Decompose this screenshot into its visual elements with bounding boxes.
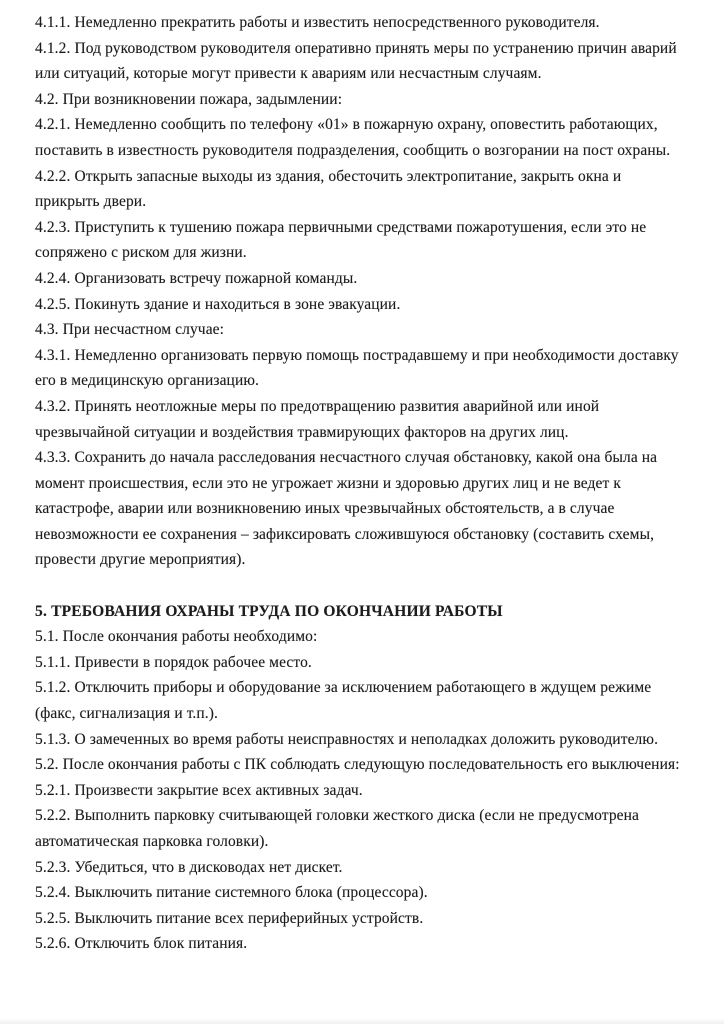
paragraph-5-1: 5.1. После окончания работы необходимо: [35, 628, 318, 646]
paragraph-5-2-1: 5.2.1. Произвести закрытие всех активных задач. [35, 781, 363, 799]
paragraph-5-2-4: 5.2.4. Выключить питание системного блока (процессора). [35, 884, 428, 902]
paragraph-4-1-1: 4.1.1. Немедленно прекратить работы и известить непосредственного руководителя. [35, 14, 600, 31]
paragraph-4-2-3: 4.2.3. Приступить к тушению пожара первичными средствами пожаротушения, если это не сопряжено с риском для жизни. [35, 218, 647, 262]
section-5-heading: 5. ТРЕБОВАНИЯ ОХРАНЫ ТРУДА ПО ОКОНЧАНИИ РАБОТЫ [35, 602, 503, 620]
paragraph-4-2-2: 4.2.2. Открыть запасные выходы из здания, обесточить электропитание, закрыть окна и прикрыть двери. [35, 167, 622, 211]
paragraph-4-2-5: 4.2.5. Покинуть здание и находиться в зоне эвакуации. [35, 295, 401, 313]
paragraph-5-1-1: 5.1.1. Привести в порядок рабочее место. [35, 653, 312, 671]
paragraph-4-3: 4.3. При несчастном случае: [35, 321, 225, 339]
paragraph-4-3-2: 4.3.2. Принять неотложные меры по предотвращению развития аварийной или иной чрезвычайной ситуации и воздействия травмирующих факторов на других лиц. [35, 397, 600, 441]
paragraph-4-3-1: 4.3.1. Немедленно организовать первую помощь пострадавшему и при необходимости доставку его в медицинскую организацию. [35, 346, 679, 390]
paragraph-5-1-2: 5.1.2. Отключить приборы и оборудование за исключением работающего в ждущем режиме (факс, сигнализация и т.п.). [35, 679, 652, 723]
paragraph-4-2-1: 4.2.1. Немедленно сообщить по телефону «01» в пожарную охрану, оповестить работающих, поставить в известность руководителя подразделения, сообщить о возгорании на пост охраны. [35, 116, 671, 159]
paragraph-5-2: 5.2. После окончания работы с ПК соблюдать следующую последовательность его выключения: [35, 756, 680, 774]
paragraph-4-3-3: 4.3.3. Сохранить до начала расследования несчастного случая обстановку, какой она была на момент происшествия, если это не угрожает жизни и здоровью других лиц и не ведет к катастрофе, аварии или возникновению иных чрезвычайных обстоятельств, а в случае невозможности ее сохранения – зафиксировать сложившуюся обстановку (составить схемы, провести другие мероприятия). [35, 449, 658, 569]
page-bottom-shadow [0, 1018, 724, 1024]
paragraph-5-2-5: 5.2.5. Выключить питание всех периферийных устройств. [35, 909, 424, 927]
paragraph-5-1-3: 5.1.3. О замеченных во время работы неисправностях и неполадках доложить руководителю. [35, 730, 659, 748]
paragraph-4-2: 4.2. При возникновении пожара, задымлении: [35, 90, 343, 108]
paragraph-5-2-6: 5.2.6. Отключить блок питания. [35, 935, 248, 953]
paragraph-5-2-3: 5.2.3. Убедиться, что в дисководах нет дискет. [35, 858, 343, 876]
paragraph-4-2-4: 4.2.4. Организовать встречу пожарной команды. [35, 269, 358, 287]
paragraph-4-1-2: 4.1.2. Под руководством руководителя оперативно принять меры по устранению причин аварий или ситуаций, которые могут привести к авариям или несчастным случаям. [35, 39, 677, 83]
paragraph-5-2-2: 5.2.2. Выполнить парковку считывающей головки жесткого диска (если не предусмотрена автоматическая парковка головки). [35, 807, 640, 850]
document-body [35, 10, 689, 957]
